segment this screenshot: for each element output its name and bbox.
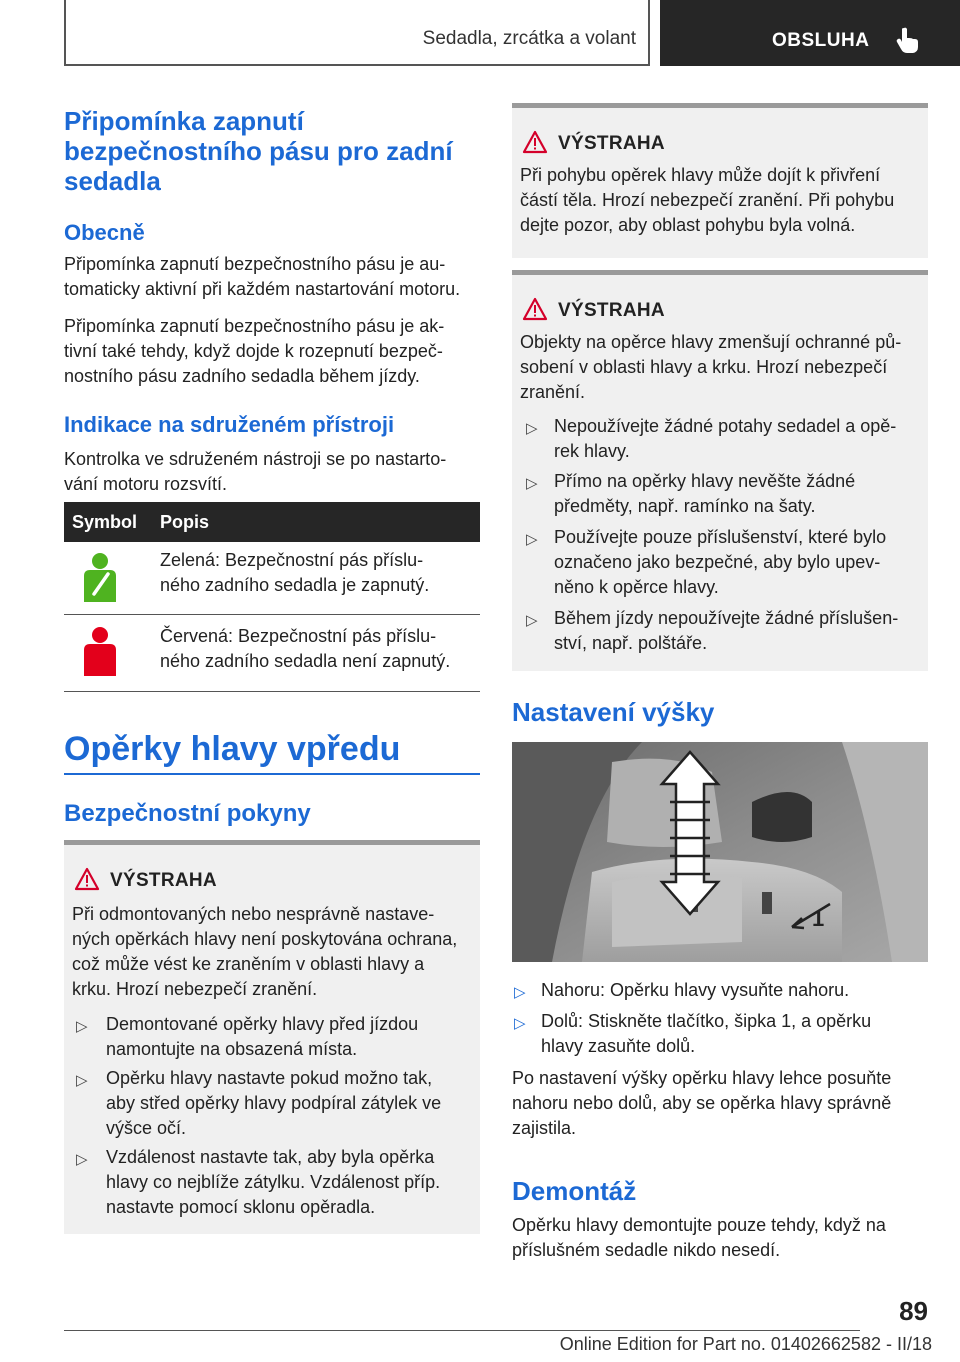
text-line: zranění. <box>520 382 586 402</box>
section-tab-label: OBSLUHA <box>772 30 870 51</box>
headrest-photo-drawing <box>512 742 928 962</box>
text-line: Červená: Bezpečnostní pás příslu- <box>160 626 437 646</box>
heading-underline <box>64 773 480 775</box>
warning-text <box>520 163 894 238</box>
paragraph <box>64 447 446 497</box>
seatbelt-unfastened-red-icon <box>82 626 118 678</box>
bullet-item <box>554 414 896 464</box>
headrest-illustration <box>512 742 928 962</box>
paragraph <box>512 1066 891 1141</box>
text-line: Kontrolka ve sdruženém nástroji se po nastarto- <box>64 449 447 469</box>
warning-triangle-icon <box>522 297 548 321</box>
bullet-item <box>106 1012 418 1062</box>
bullet-item <box>554 469 855 519</box>
bullet-marker-icon: ▷ <box>76 1018 88 1035</box>
paragraph <box>64 252 460 302</box>
figure-callout-number: 1 <box>812 906 825 931</box>
table-cell <box>160 624 450 674</box>
text-line: sobení v oblasti hlavy a krku. Hrozí nebezpečí <box>520 357 888 377</box>
bullet-marker-icon: ▷ <box>514 984 526 1001</box>
page-number: 89 <box>899 1296 928 1326</box>
text-line: tomaticky aktivní při každém nastartování motoru. <box>64 279 461 299</box>
section-tab[interactable] <box>660 0 960 66</box>
text-line: aby střed opěrky hlavy podpíral zátylek ve <box>106 1093 442 1113</box>
text-line: Opěrku hlavy demontujte pouze tehdy, když na <box>512 1215 886 1235</box>
text-line: Připomínka zapnutí bezpečnostního pásu je au- <box>64 254 446 274</box>
text-line: Vzdálenost nastavte tak, aby byla opěrka <box>106 1147 435 1167</box>
warning-title: VÝSTRAHA <box>110 870 217 891</box>
warning-box <box>512 275 928 671</box>
bullet-item: Nahoru: Opěrku hlavy vysuňte nahoru. <box>541 980 850 1000</box>
text-line: namontujte na obsazená místa. <box>106 1039 358 1059</box>
bullet-marker-icon: ▷ <box>76 1072 88 1089</box>
text-line: ného zadního sedadla není zapnutý. <box>160 651 451 671</box>
text-line: nastavte pomocí sklonu opěradla. <box>106 1197 376 1217</box>
text-line: Používejte pouze příslušenství, které bylo <box>554 527 887 547</box>
text-line: Během jízdy nepoužívejte žádné příslušen- <box>554 608 899 628</box>
section-title <box>64 106 453 196</box>
text-line: Přímo na opěrky hlavy nevěšte žádné <box>554 471 856 491</box>
warning-text <box>520 330 901 405</box>
text-line: krku. Hrozí nebezpečí zranění. <box>72 979 318 999</box>
title-line: Připomínka zapnutí <box>64 106 304 136</box>
column-header-symbol: Symbol <box>72 512 138 532</box>
text-line: dejte pozor, aby oblast pohybu byla volná. <box>520 215 856 235</box>
header-rule <box>64 0 66 66</box>
text-line: zajistila. <box>512 1118 577 1138</box>
bullet-marker-icon: ▷ <box>514 1015 526 1032</box>
text-line: označeno jako bezpečné, aby bylo upev- <box>554 552 881 572</box>
bullet-item <box>106 1145 440 1220</box>
subheading-indication: Indikace na sdruženém přístroji <box>64 412 395 437</box>
header-rule-bottom <box>64 64 650 66</box>
text-line: Po nastavení výšky opěrku hlavy lehce posuňte <box>512 1068 892 1088</box>
text-line: Při pohybu opěrek hlavy může dojít k přivření <box>520 165 881 185</box>
bullet-item <box>106 1066 441 1141</box>
text-line: nahoru nebo dolů, aby se opěrka hlavy správně <box>512 1093 892 1113</box>
text-line: Opěrku hlavy nastavte pokud možno tak, <box>106 1068 433 1088</box>
warning-title: VÝSTRAHA <box>558 300 665 321</box>
subheading-general: Obecně <box>64 220 145 245</box>
bullet-marker-icon: ▷ <box>526 531 538 548</box>
text-line: částí těla. Hrozí nebezpečí zranění. Při pohybu <box>520 190 895 210</box>
subheading-safety: Bezpečnostní pokyny <box>64 800 311 827</box>
title-line: sedadla <box>64 166 161 196</box>
text-line: předměty, např. ramínko na šaty. <box>554 496 816 516</box>
text-line: Dolů: Stiskněte tlačítko, šipka 1, a opěrku <box>541 1011 872 1031</box>
text-line: ství, např. polštáře. <box>554 633 708 653</box>
text-line: hlavy zasuňte dolů. <box>541 1036 696 1056</box>
text-line: příslušném sedadle nikdo nesedí. <box>512 1240 781 1260</box>
text-line: vání motoru rozsvítí. <box>64 474 228 494</box>
warning-title: VÝSTRAHA <box>558 133 665 154</box>
table-divider <box>64 691 480 692</box>
chapter-heading-headrests: Opěrky hlavy vpředu <box>64 730 401 768</box>
footer-edition: Online Edition for Part no. 01402662582 - II/18 <box>559 1334 932 1354</box>
text-line: rek hlavy. <box>554 441 630 461</box>
bullet-marker-icon: ▷ <box>526 475 538 492</box>
warning-triangle-icon <box>522 130 548 154</box>
bullet-item <box>554 606 898 656</box>
column-header-description: Popis <box>160 512 210 532</box>
text-line: Při odmontovaných nebo nesprávně nastave- <box>72 904 435 924</box>
text-line: Zelená: Bezpečnostní pás příslu- <box>160 550 424 570</box>
paragraph <box>64 314 444 389</box>
text-line: nostního pásu zadního sedadla během jízdy. <box>64 366 420 386</box>
warning-box <box>64 845 480 1234</box>
text-line: ného zadního sedadla je zapnutý. <box>160 575 430 595</box>
table-cell <box>160 548 429 598</box>
bullet-marker-icon: ▷ <box>526 612 538 629</box>
seatbelt-fastened-green-icon <box>80 552 120 606</box>
text-line: výšce očí. <box>106 1118 187 1138</box>
text-line: ných opěrkách hlavy není poskytována ochrana, <box>72 929 458 949</box>
text-line: Nepoužívejte žádné potahy sedadel a opě- <box>554 416 897 436</box>
warning-box <box>512 108 928 258</box>
table-header <box>64 502 480 542</box>
chapter-link[interactable]: Sedadla, zrcátka a volant <box>422 28 636 49</box>
paragraph <box>512 1213 886 1263</box>
text-line: hlavy co nejblíže zátylku. Vzdálenost příp. <box>106 1172 441 1192</box>
text-line: něno k opěrce hlavy. <box>554 577 719 597</box>
text-line: tivní také tehdy, když dojde k rozepnutí bezpeč- <box>64 341 443 361</box>
warning-triangle-icon <box>74 867 100 891</box>
subheading-height: Nastavení výšky <box>512 697 715 727</box>
bullet-marker-icon: ▷ <box>76 1151 88 1168</box>
bullet-marker-icon: ▷ <box>526 420 538 437</box>
title-line: bezpečnostního pásu pro zadní <box>64 136 453 166</box>
table-divider <box>64 614 480 615</box>
bullet-item <box>541 1009 871 1059</box>
text-line: což může vést ke zraněním v oblasti hlavy a <box>72 954 425 974</box>
text-line: Připomínka zapnutí bezpečnostního pásu je ak- <box>64 316 445 336</box>
text-line: Objekty na opěrce hlavy zmenšují ochranné pů- <box>520 332 902 352</box>
warning-text <box>72 902 457 1002</box>
bullet-item <box>554 525 886 600</box>
hand-pointer-icon <box>896 26 922 54</box>
footer-rule <box>64 1330 860 1331</box>
header-separator <box>648 0 650 66</box>
text-line: Demontované opěrky hlavy před jízdou <box>106 1014 419 1034</box>
subheading-removal: Demontáž <box>512 1176 637 1206</box>
